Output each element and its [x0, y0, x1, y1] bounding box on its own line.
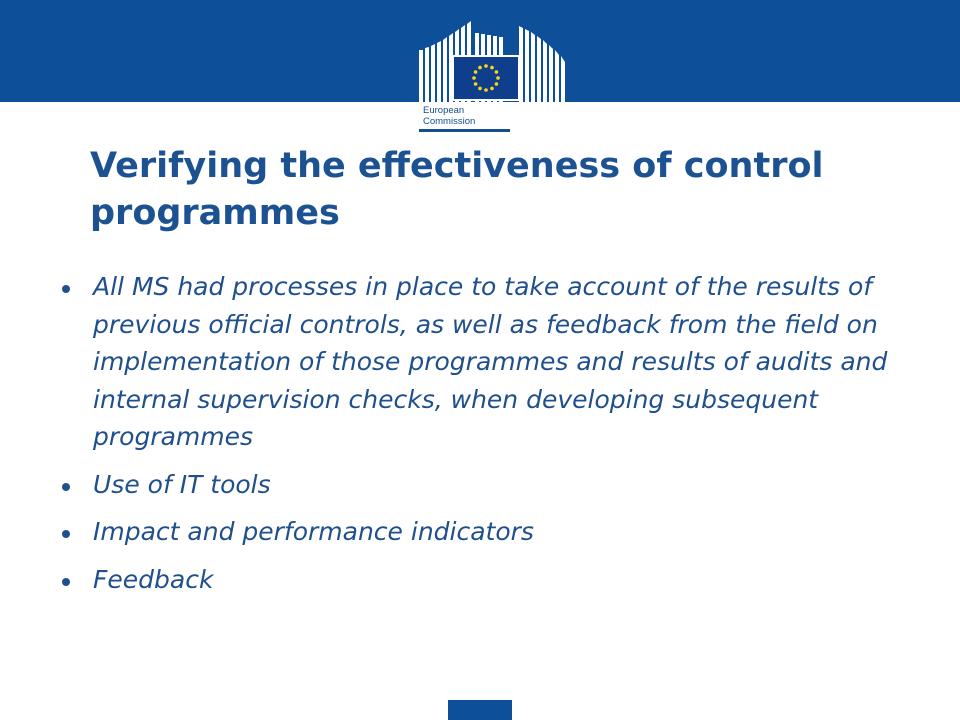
logo-line-commission: Commission [423, 116, 476, 127]
bullet-item-indicators: Impact and performance indicators [60, 513, 920, 551]
logo-underline [419, 129, 510, 132]
bullet-list [60, 268, 920, 608]
bullet-item-ms-processes: All MS had processes in place to take account of the results of previous official controls, as well as feedback from the field on implementation of those programmes and results of audits and internal supervision checks, when developing subsequent programmes [60, 268, 920, 456]
logo-wordmark [423, 105, 475, 127]
footer-tab [448, 700, 512, 720]
logo-line-european: European [423, 105, 465, 116]
bullet-item-feedback: Feedback [60, 561, 920, 599]
slide-title: Verifying the effectiveness of control programmes [90, 146, 824, 233]
bullet-item-it-tools: Use of IT tools [60, 466, 920, 504]
